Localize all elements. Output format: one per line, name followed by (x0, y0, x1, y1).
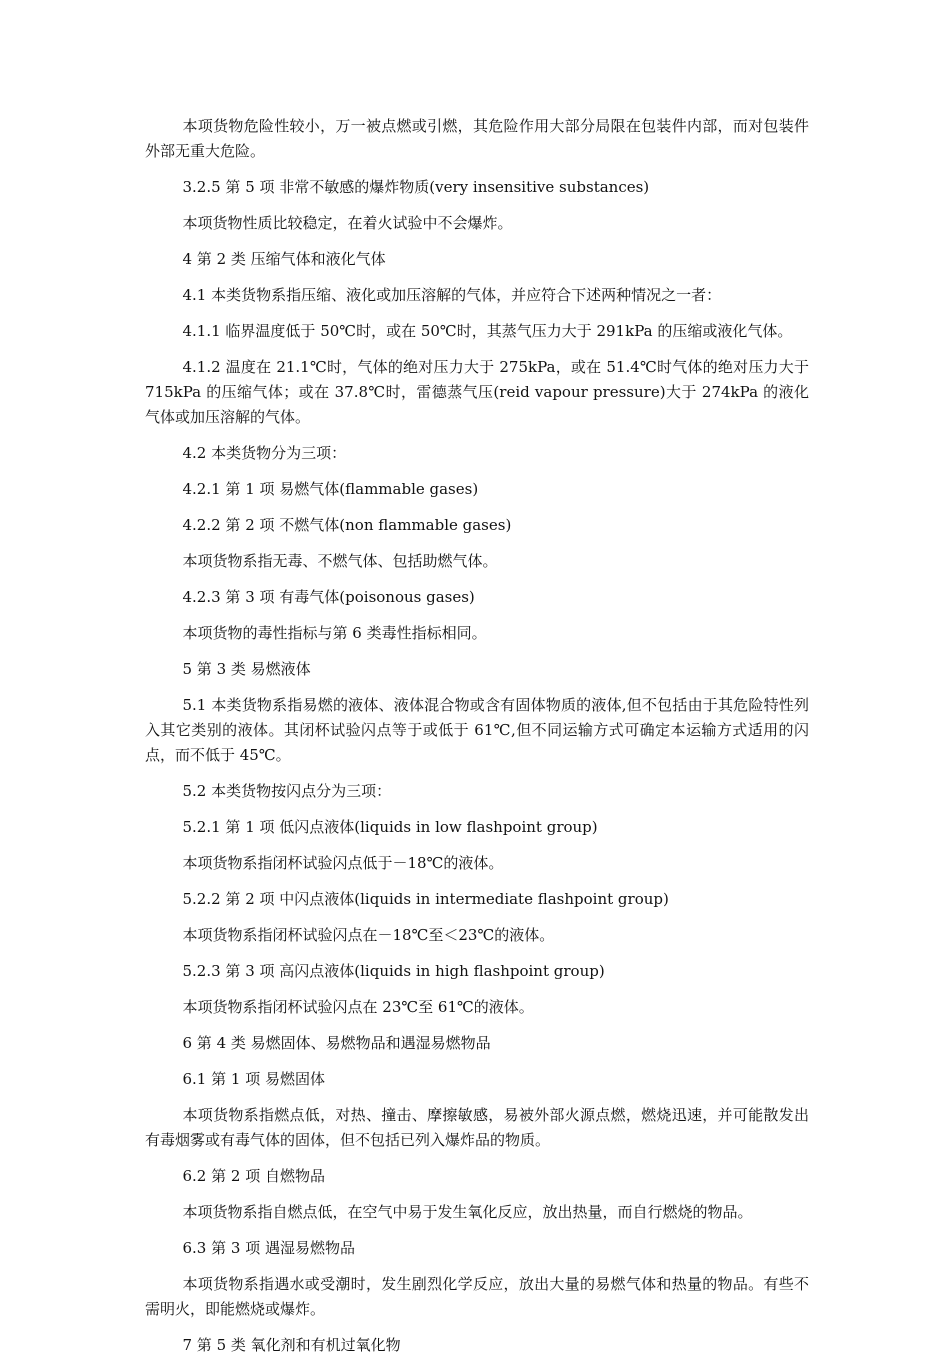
paragraph: 5.2 本类货物按闪点分为三项： (182, 782, 392, 800)
section-heading: 5.2.2 第 2 项 中闪点液体(liquids in intermediate flashpoint group) (182, 890, 669, 908)
section-heading: 7 第 5 类 氧化剂和有机过氧化物 (182, 1336, 401, 1354)
paragraph: 5.1 本类货物系指易燃的液体、液体混合物或含有固体物质的液体,但不包括由于其危险特性列入其它类别的液体。其闭杯试验闪点等于或低于 61℃,但不同运输方式可确定本运输方式适用的闪点，而不低于 45℃。 (145, 696, 809, 764)
section-heading: 6 第 4 类 易燃固体、易燃物品和遇湿易燃物品 (182, 1034, 491, 1052)
section-heading: 6.3 第 3 项 遇湿易燃物品 (182, 1239, 355, 1257)
paragraph: 本项货物危险性较小，万一被点燃或引燃，其危险作用大部分局限在包装件内部，而对包装件外部无重大危险。 (145, 117, 809, 160)
paragraph: 本项货物系指遇水或受潮时，发生剧烈化学反应，放出大量的易燃气体和热量的物品。有些不需明火，即能燃烧或爆炸。 (145, 1275, 809, 1318)
paragraph: 本项货物系指自燃点低，在空气中易于发生氧化反应，放出热量，而自行燃烧的物品。 (182, 1203, 753, 1221)
paragraph: 4.2 本类货物分为三项： (182, 444, 347, 462)
document-page (145, 114, 809, 1369)
section-heading: 5 第 3 类 易燃液体 (182, 660, 311, 678)
paragraph: 本项货物系指无毒、不燃气体、包括助燃气体。 (182, 552, 498, 570)
paragraph: 4.1.2 温度在 21.1℃时，气体的绝对压力大于 275kPa，或在 51.4℃时气体的绝对压力大于 715kPa 的压缩气体；或在 37.8℃时，雷德蒸气压(reid vapour pressure)大于 274kPa 的液化气体或加压溶解的气体。 (145, 358, 809, 426)
section-heading: 5.2.3 第 3 项 高闪点液体(liquids in high flashpoint group) (182, 962, 605, 980)
section-heading: 3.2.5 第 5 项 非常不敏感的爆炸物质(very insensitive substances) (182, 178, 650, 196)
section-heading: 4.2.2 第 2 项 不燃气体(non flammable gases) (182, 516, 512, 534)
paragraph: 4.1 本类货物系指压缩、液化或加压溶解的气体，并应符合下述两种情况之一者： (182, 286, 722, 304)
paragraph: 本项货物系指燃点低，对热、撞击、摩擦敏感，易被外部火源点燃，燃烧迅速，并可能散发出有毒烟雾或有毒气体的固体，但不包括已列入爆炸品的物质。 (145, 1106, 809, 1149)
section-heading: 6.2 第 2 项 自燃物品 (182, 1167, 325, 1185)
paragraph: 本项货物系指闭杯试验闪点在 23℃至 61℃的液体。 (182, 998, 534, 1016)
section-heading: 6.1 第 1 项 易燃固体 (182, 1070, 325, 1088)
paragraph: 4.1.1 临界温度低于 50℃时，或在 50℃时，其蒸气压力大于 291kPa 的压缩或液化气体。 (182, 322, 793, 340)
paragraph: 本项货物系指闭杯试验闪点在－18℃至＜23℃的液体。 (182, 926, 555, 944)
paragraph: 本项货物的毒性指标与第 6 类毒性指标相同。 (182, 624, 487, 642)
section-heading: 4.2.1 第 1 项 易燃气体(flammable gases) (182, 480, 479, 498)
paragraph: 本项货物系指闭杯试验闪点低于－18℃的液体。 (182, 854, 504, 872)
section-heading: 4 第 2 类 压缩气体和液化气体 (182, 250, 386, 268)
paragraph: 本项货物性质比较稳定，在着火试验中不会爆炸。 (182, 214, 513, 232)
section-heading: 5.2.1 第 1 项 低闪点液体(liquids in low flashpoint group) (182, 818, 598, 836)
section-heading: 4.2.3 第 3 项 有毒气体(poisonous gases) (182, 588, 475, 606)
